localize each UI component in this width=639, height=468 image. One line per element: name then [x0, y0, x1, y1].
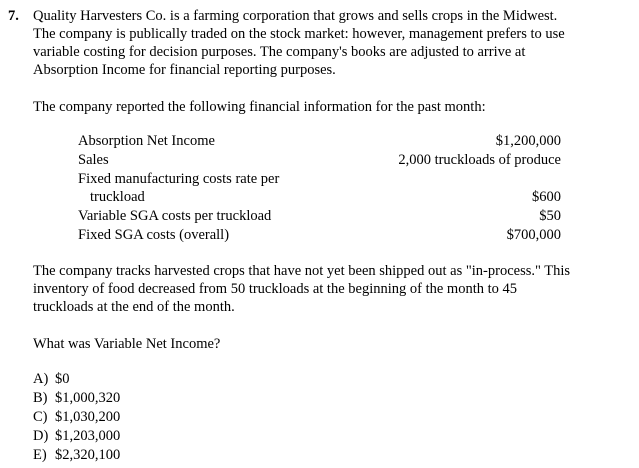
row-value: $50 [539, 208, 561, 224]
question-number: 7. [8, 8, 19, 24]
row-label: Sales [78, 152, 109, 168]
row-label: Absorption Net Income [78, 133, 215, 149]
inventory-line: The company tracks harvested crops that have not yet been shipped out as "in-process." This [33, 263, 571, 279]
answer-choice[interactable] [33, 408, 120, 426]
row-value: $1,200,000 [495, 133, 561, 149]
answer-choice[interactable] [33, 370, 70, 388]
inventory-line: inventory of food decreased from 50 truckloads at the beginning of the month to 45 [33, 281, 518, 297]
row-label: Variable SGA costs per truckload [78, 208, 272, 224]
choice-letter: B) [33, 390, 48, 406]
intro-line: Quality Harvesters Co. is a farming corporation that grows and sells crops in the Midwest. [33, 8, 558, 24]
question-prompt: What was Variable Net Income? [33, 336, 221, 352]
choice-text: $2,320,100 [55, 447, 121, 463]
row-label: Fixed manufacturing costs rate per [78, 171, 280, 187]
choice-letter: C) [33, 409, 48, 425]
choice-text: $1,000,320 [55, 390, 121, 406]
intro-line: variable costing for decision purposes. The company's books are adjusted to arrive at [33, 44, 526, 60]
choice-letter: D) [33, 428, 49, 444]
answer-choice[interactable] [33, 389, 120, 407]
answer-choice[interactable] [33, 446, 120, 464]
row-value: $700,000 [506, 227, 561, 243]
answer-choice[interactable] [33, 427, 120, 445]
inventory-line: truckloads at the end of the month. [33, 299, 235, 315]
row-value: $600 [532, 189, 561, 205]
choice-letter: A) [33, 371, 49, 387]
intro-line: Absorption Income for financial reporting purposes. [33, 62, 336, 78]
choice-letter: E) [33, 447, 47, 463]
choice-text: $1,203,000 [55, 428, 121, 444]
choice-text: $1,030,200 [55, 409, 121, 425]
choice-text: $0 [55, 371, 70, 387]
lead-in-text: The company reported the following financial information for the past month: [33, 99, 486, 115]
intro-line: The company is publically traded on the stock market: however, management prefers to use [33, 26, 565, 42]
row-label-continued: truckload [90, 189, 145, 205]
row-value: 2,000 truckloads of produce [398, 152, 561, 168]
row-label: Fixed SGA costs (overall) [78, 227, 230, 243]
